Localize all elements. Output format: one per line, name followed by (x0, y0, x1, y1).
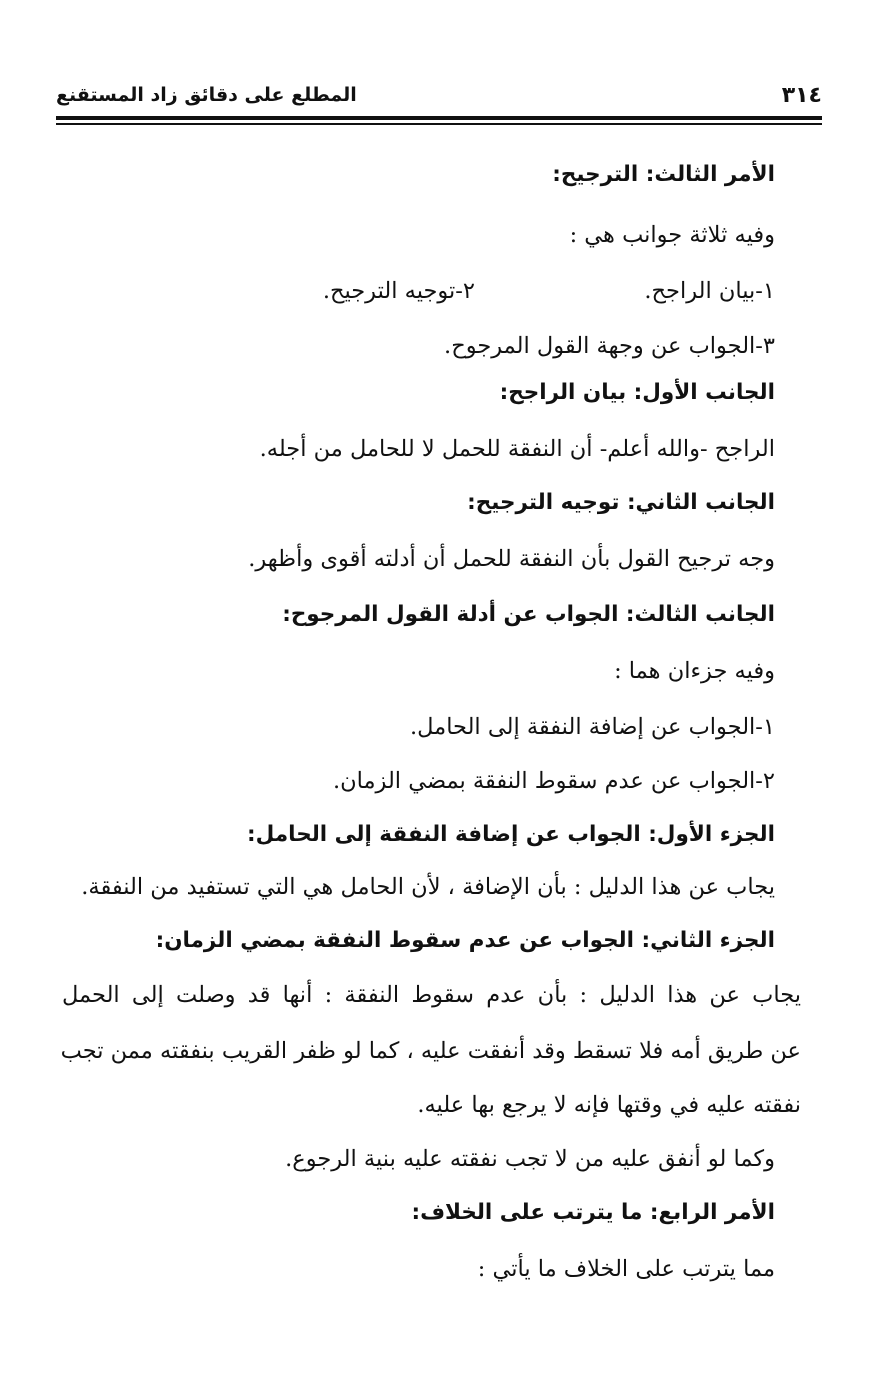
text-part-two-line1: يجاب عن هذا الدليل : بأن عدم سقوط النفقة : أنها قد وصلت إلى الحمل (62, 982, 801, 1008)
page-header (56, 78, 822, 112)
list-item-3: ٣-الجواب عن وجهة القول المرجوح. (444, 333, 775, 359)
page-number: ٣١٤ (781, 82, 822, 108)
intro-three-sides: وفيه ثلاثة جوانب هي : (569, 222, 775, 248)
intro-two-parts: وفيه جزءان هما : (614, 658, 775, 684)
header-rule-thin (56, 123, 822, 125)
text-part-one: يجاب عن هذا الدليل : بأن الإضافة ، لأن الحامل هي التي تستفيد من النفقة. (81, 874, 775, 900)
text-reason: وجه ترجيح القول بأن النفقة للحمل أن أدلته أقوى وأظهر. (248, 546, 775, 572)
heading-third-matter: الأمر الثالث: الترجيح: (552, 162, 775, 187)
header-rule-thick (56, 116, 822, 120)
text-part-two-line4: وكما لو أنفق عليه من لا تجب نفقته عليه بنية الرجوع. (285, 1146, 775, 1172)
list-item-2: ٢-توجيه الترجيح. (322, 278, 475, 304)
running-title: المطلع على دقائق زاد المستقنع (56, 84, 357, 106)
text-part-two-line2: عن طريق أمه فلا تسقط وقد أنفقت عليه ، كما لو ظفر القريب بنفقته ممن تجب (60, 1038, 801, 1064)
text-fourth-intro: مما يترتب على الخلاف ما يأتي : (477, 1256, 775, 1282)
heading-part-two: الجزء الثاني: الجواب عن عدم سقوط النفقة بمضي الزمان: (155, 928, 775, 953)
heading-side-one: الجانب الأول: بيان الراجح: (499, 380, 775, 405)
list-row-1-2 (200, 274, 775, 308)
heading-fourth-matter: الأمر الرابع: ما يترتب على الخلاف: (411, 1200, 775, 1225)
text-preferred: الراجح -والله أعلم- أن النفقة للحمل لا للحامل من أجله. (259, 436, 775, 462)
part-item-2: ٢-الجواب عن عدم سقوط النفقة بمضي الزمان. (332, 768, 775, 794)
list-item-1: ١-بيان الراجح. (644, 278, 775, 304)
part-item-1: ١-الجواب عن إضافة النفقة إلى الحامل. (409, 714, 775, 740)
text-part-two-line3: نفقته عليه في وقتها فإنه لا يرجع بها عليه. (417, 1092, 801, 1118)
heading-side-three: الجانب الثالث: الجواب عن أدلة القول المرجوح: (282, 602, 775, 627)
heading-side-two: الجانب الثاني: توجيه الترجيح: (467, 490, 775, 515)
heading-part-one: الجزء الأول: الجواب عن إضافة النفقة إلى الحامل: (247, 822, 775, 847)
